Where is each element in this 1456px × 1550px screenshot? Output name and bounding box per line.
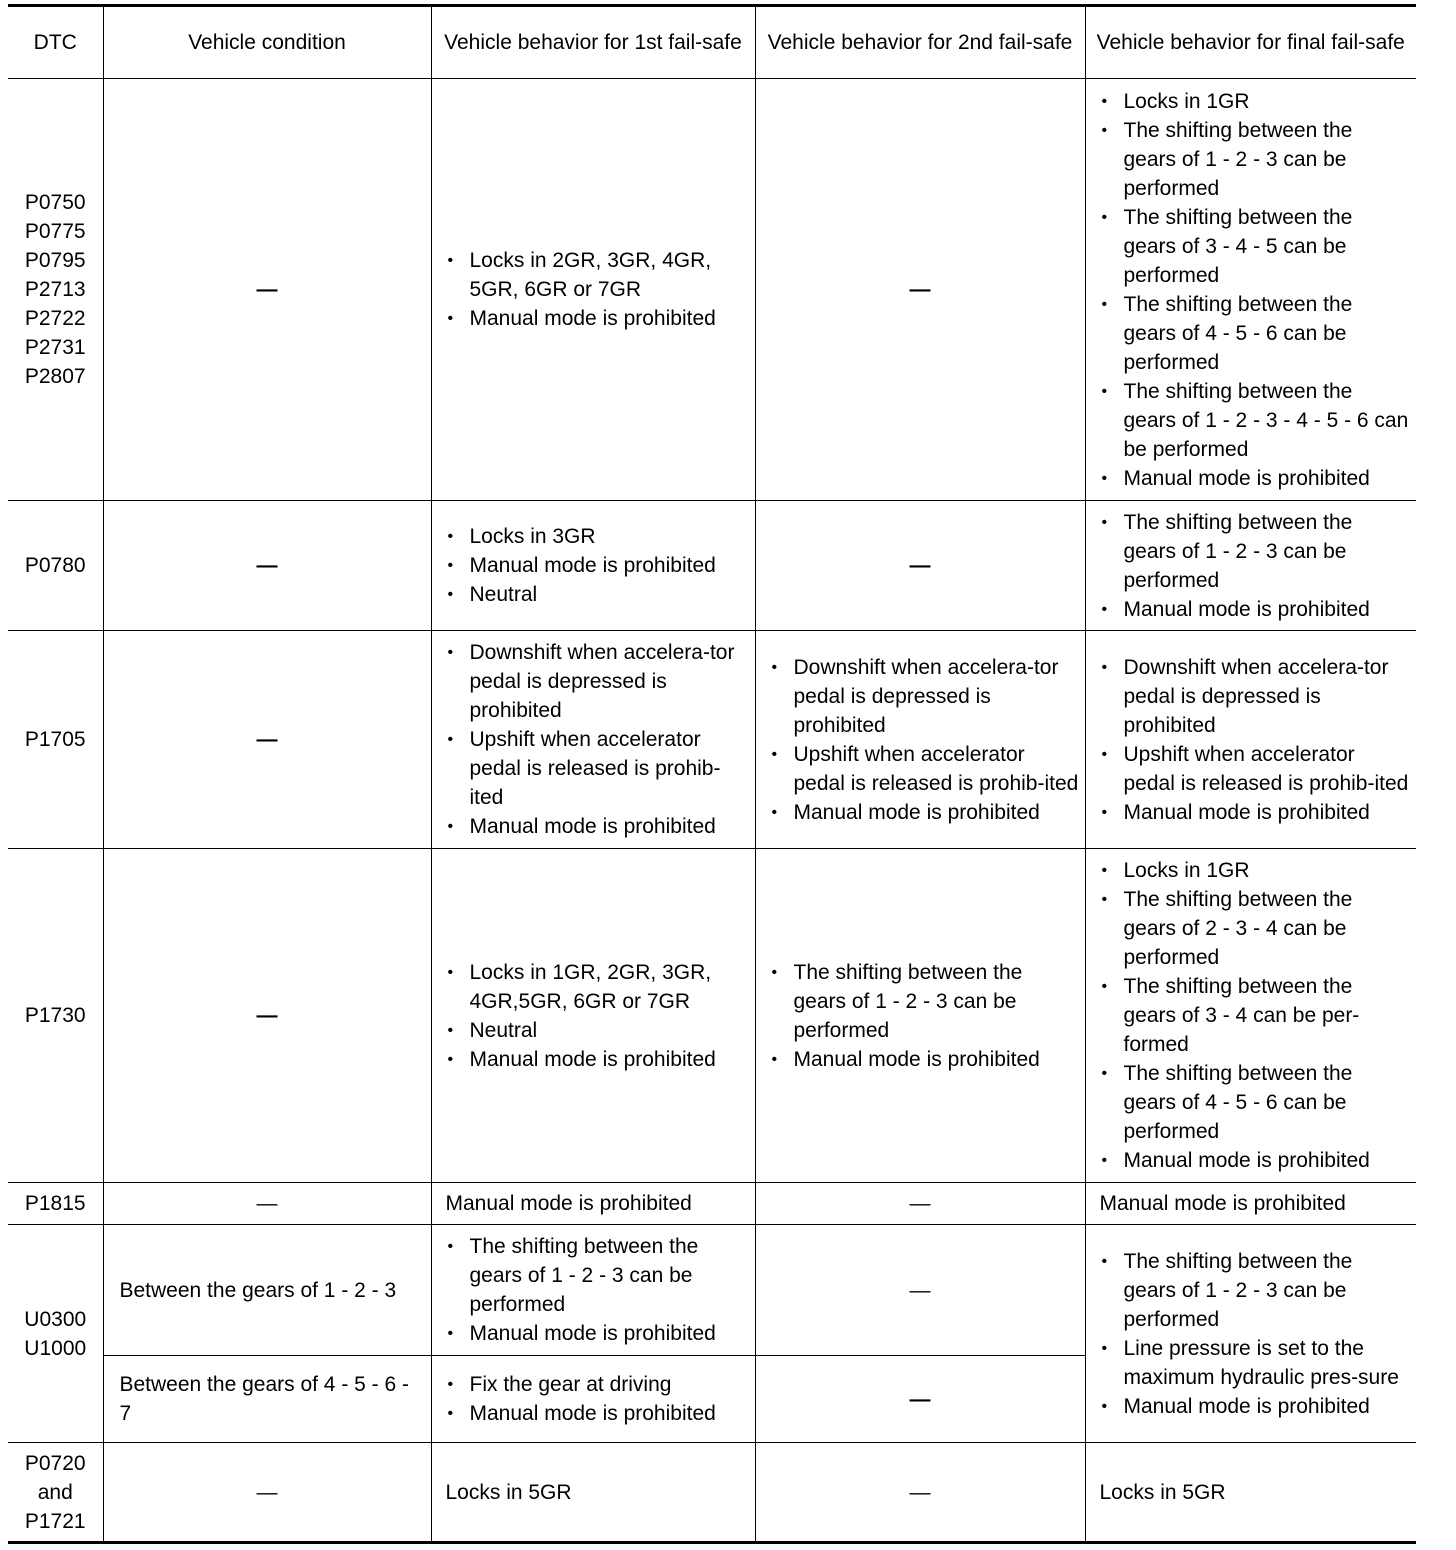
list-item: • Locks in 2GR, 3GR, 4GR, 5GR, 6GR or 7GR: [446, 246, 749, 304]
list-item: • Manual mode is prohibited: [446, 1319, 749, 1348]
list-item: • Manual mode is prohibited: [446, 551, 749, 580]
list-item: • The shifting between the gears of 4 - 5 - 6 can be performed: [1100, 290, 1411, 377]
first-fail-safe-cell: [431, 1225, 755, 1356]
header-vehicle-condition: Vehicle condition: [103, 6, 431, 79]
vehicle-condition-cell: —: [103, 501, 431, 631]
dtc-code: P0750: [24, 191, 86, 214]
first-fail-safe-cell: Manual mode is prohibited: [431, 1183, 755, 1225]
vehicle-condition-cell: —: [103, 631, 431, 849]
list-item: • Fix the gear at driving: [446, 1370, 749, 1399]
list-item: • Line pressure is set to the maximum hydraulic pres-sure: [1100, 1334, 1411, 1392]
dtc-cell: [8, 849, 103, 1183]
dtc-code: and: [37, 1480, 73, 1504]
list-item: • Locks in 3GR: [446, 522, 749, 551]
list-item: • The shifting between the gears of 1 - 2 - 3 can be performed: [446, 1232, 749, 1319]
list-item: • The shifting between the gears of 1 - 2 - 3 can be performed: [770, 958, 1079, 1045]
list-item: • Upshift when accelerator pedal is released is prohib-ited: [446, 725, 749, 812]
first-fail-safe-cell: [431, 501, 755, 631]
list-item: • The shifting between the gears of 1 - 2 - 3 can be performed: [1100, 1247, 1411, 1334]
second-fail-safe-cell: —: [755, 1356, 1085, 1443]
list-item: • The shifting between the gears of 3 - 4 can be per-formed: [1100, 972, 1411, 1059]
final-fail-safe-cell: [1085, 1225, 1416, 1443]
fail-safe-table: [8, 4, 1416, 1544]
second-fail-safe-cell: —: [755, 79, 1085, 501]
dtc-cell: [8, 1225, 103, 1443]
second-fail-safe-cell: [755, 631, 1085, 849]
dtc-code: P1721: [24, 1509, 86, 1533]
second-fail-safe-cell: —: [755, 1183, 1085, 1225]
dtc-cell: [8, 79, 103, 501]
list-item: • Manual mode is prohibited: [770, 798, 1079, 827]
dtc-code: U0300: [24, 1307, 87, 1331]
dtc-code: P2713: [24, 278, 86, 301]
first-fail-safe-cell: [431, 631, 755, 849]
header-dtc: DTC: [8, 6, 103, 79]
final-fail-safe-cell: [1085, 79, 1416, 501]
list-item: • Manual mode is prohibited: [446, 304, 749, 333]
list-item: • Upshift when accelerator pedal is released is prohib-ited: [770, 740, 1079, 798]
vehicle-condition-cell: —: [103, 79, 431, 501]
list-item: • Manual mode is prohibited: [446, 812, 749, 841]
list-item: • The shifting between the gears of 3 - 4 - 5 can be performed: [1100, 203, 1411, 290]
list-item: • Manual mode is prohibited: [446, 1399, 749, 1428]
table-row: [8, 1443, 1416, 1543]
final-fail-safe-cell: [1085, 501, 1416, 631]
list-item: • The shifting between the gears of 2 - 3 - 4 can be performed: [1100, 885, 1411, 972]
table-row: [8, 79, 1416, 501]
second-fail-safe-cell: [755, 849, 1085, 1183]
final-fail-safe-cell: [1085, 849, 1416, 1183]
vehicle-condition-cell: —: [103, 1183, 431, 1225]
list-item: • Neutral: [446, 1016, 749, 1045]
dtc-code: P2722: [24, 307, 86, 330]
table-row: [8, 849, 1416, 1183]
list-item: • The shifting between the gears of 4 - 5 - 6 can be performed: [1100, 1059, 1411, 1146]
list-item: • Upshift when accelerator pedal is released is prohib-ited: [1100, 740, 1411, 798]
dtc-cell: [8, 1183, 103, 1225]
dtc-code: P0775: [24, 220, 86, 243]
dtc-code: P2807: [24, 365, 86, 388]
list-item: • Locks in 1GR: [1100, 87, 1411, 116]
header-first-fail-safe: Vehicle behavior for 1st fail-safe: [431, 6, 755, 79]
first-fail-safe-cell: [431, 1356, 755, 1443]
first-fail-safe-cell: [431, 79, 755, 501]
first-fail-safe-cell: [431, 849, 755, 1183]
list-item: • Locks in 1GR: [1100, 856, 1411, 885]
list-item: • Manual mode is prohibited: [1100, 1146, 1411, 1175]
list-item: • Locks in 1GR, 2GR, 3GR, 4GR,5GR, 6GR or 7GR: [446, 958, 749, 1016]
final-fail-safe-cell: Locks in 5GR: [1085, 1443, 1416, 1543]
dtc-cell: [8, 501, 103, 631]
list-item: • Neutral: [446, 580, 749, 609]
header-final-fail-safe: Vehicle behavior for final fail-safe: [1085, 6, 1416, 79]
list-item: • Downshift when accelera-tor pedal is depressed is prohibited: [446, 638, 749, 725]
dtc-code: P1705: [24, 728, 86, 751]
table-row: [8, 1225, 1416, 1356]
list-item: • Manual mode is prohibited: [1100, 1392, 1411, 1421]
list-item: • The shifting between the gears of 1 - 2 - 3 can be performed: [1100, 508, 1411, 595]
final-fail-safe-cell: Manual mode is prohibited: [1085, 1183, 1416, 1225]
list-item: • Manual mode is prohibited: [1100, 595, 1411, 624]
dtc-code: P0780: [24, 554, 86, 577]
list-item: • Manual mode is prohibited: [1100, 464, 1411, 493]
dtc-code: P0795: [24, 249, 86, 272]
dtc-code: P1730: [24, 1004, 86, 1027]
dtc-code: P0720: [24, 1451, 86, 1475]
dtc-cell: [8, 631, 103, 849]
vehicle-condition-cell: —: [103, 1443, 431, 1543]
list-item: • Downshift when accelera-tor pedal is depressed is prohibited: [770, 653, 1079, 740]
table-row: [8, 501, 1416, 631]
list-item: • Manual mode is prohibited: [1100, 798, 1411, 827]
dtc-code: P1815: [24, 1192, 86, 1215]
header-row: [8, 6, 1416, 79]
vehicle-condition-cell: Between the gears of 4 - 5 - 6 - 7: [103, 1356, 431, 1443]
list-item: • Manual mode is prohibited: [446, 1045, 749, 1074]
list-item: • The shifting between the gears of 1 - 2 - 3 - 4 - 5 - 6 can be performed: [1100, 377, 1411, 464]
dtc-code: U1000: [24, 1336, 87, 1360]
table-row: [8, 1183, 1416, 1225]
final-fail-safe-cell: [1085, 631, 1416, 849]
second-fail-safe-cell: —: [755, 1443, 1085, 1543]
second-fail-safe-cell: —: [755, 1225, 1085, 1356]
vehicle-condition-cell: Between the gears of 1 - 2 - 3: [103, 1225, 431, 1356]
list-item: • Manual mode is prohibited: [770, 1045, 1079, 1074]
dtc-cell: [8, 1443, 103, 1543]
dtc-code: P2731: [24, 336, 86, 359]
table-row: [8, 631, 1416, 849]
list-item: • The shifting between the gears of 1 - 2 - 3 can be performed: [1100, 116, 1411, 203]
first-fail-safe-cell: Locks in 5GR: [431, 1443, 755, 1543]
vehicle-condition-cell: —: [103, 849, 431, 1183]
list-item: • Downshift when accelera-tor pedal is depressed is prohibited: [1100, 653, 1411, 740]
header-second-fail-safe: Vehicle behavior for 2nd fail-safe: [755, 6, 1085, 79]
second-fail-safe-cell: —: [755, 501, 1085, 631]
